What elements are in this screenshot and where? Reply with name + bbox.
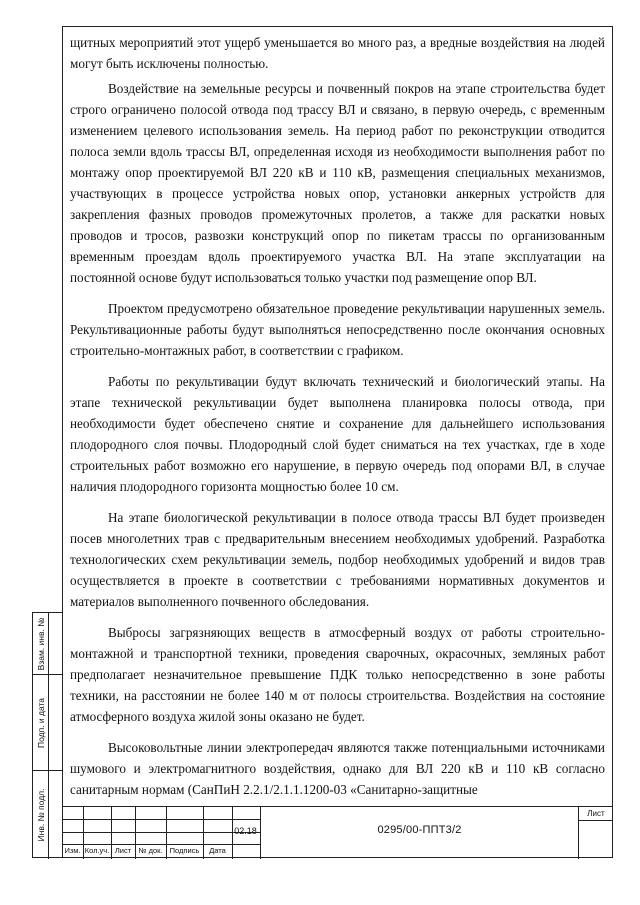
document-body — [70, 32, 605, 810]
margin-cell-signature — [33, 675, 62, 771]
paragraph-land-impact: Воздействие на земельные ресурсы и почвенный покров на этапе строительства будет строго ограничено полосой отвода под трассу ВЛ и связано, в первую очередь, с временным изменением целевого использования земель. На период работ по реконструкции отводится полоса земли вдоль трассы ВЛ, определенная исходя из необходимости выполнения работ по монтажу опор проектируемой ВЛ 220 кВ и 110 кВ, размещения специальных механизмов, участвующих в процессе устройства новых опор, установки анкерных устройств для закрепления фазных проводов промежуточных пролетов, а также для раскатки новых проводов и тросов, развозки конструкций опор по пикетам трассы по организованным временным проездам вдоль проектируемого участка ВЛ. На этапе эксплуатации на постоянной основе будут использоваться только участки под размещение опор ВЛ. — [70, 81, 605, 285]
document-code: 0295/00-ППТ3/2 — [377, 824, 462, 836]
paragraph-air-emissions: Выбросы загрязняющих веществ в атмосферный воздух от работы строительно-монтажной и транспортной техники, проведения сварочных, окрасочных, земляных работ предполагает незначительное превышение ПДК только непосредственно в зоне работы техники, на расстоянии не более 140 м от полосы строительства. Воздействия на состояние атмосферного воздуха жилой зоны оказано не будет. — [70, 625, 605, 724]
paragraph-noise-emf: Высоковольтные линии электропередач являются также потенциальными источниками шумового и электромагнитного воздействия, однако для ВЛ 220 кВ и 110 кВ согласно санитарным нормам (СанПиН 2.2.1/2.1.1.1200-03 «Санитарно-защитные — [70, 740, 605, 797]
title-block-main — [260, 807, 578, 859]
sheet-label: Лист — [587, 809, 605, 818]
col-label-date: Дата — [209, 846, 226, 855]
margin-label-signature: Подп. и дата — [36, 697, 46, 748]
revision-date: 02.18 — [234, 826, 257, 836]
margin-cell-replacement — [33, 613, 62, 675]
col-label-change: Изм. — [64, 846, 81, 855]
paragraph-biological-reclamation: На этапе биологической рекультивации в полосе отвода трассы ВЛ будет произведен посев многолетних трав с предварительным внесением необходимых удобрений. Разработка технологических схем рекультивации земель, подбор необходимых удобрений и видов трав осуществляется в проекте в соответствии с требованиями нормативных документов и материалов выполненного почвенного обследования. — [70, 510, 605, 609]
sheet-number-cell — [578, 807, 613, 859]
margin-label-replacement: Взам. инв. № — [36, 617, 46, 670]
margin-label-inventory: Инв. № подл. — [36, 788, 46, 842]
col-label-signature: Подпись — [169, 846, 200, 855]
title-block — [62, 806, 613, 858]
col-label-sheet: Лист — [114, 846, 132, 855]
col-label-count: Кол.уч. — [84, 846, 110, 855]
margin-cell-inventory — [33, 771, 62, 859]
col-label-doc-no: № док. — [138, 846, 163, 855]
paragraph-reclamation-stages: Работы по рекультивации будут включать технический и биологический этапы. На этапе технической рекультивации будет выполнена планировка полосы отвода, при необходимости будет обеспечено снятие и сохранение для дальнейшего использования плодородного слоя почвы. Плодородный слой будет сниматься на тех участках, где в ходе строительных работ возможно его нарушение, в первую очередь под опорами ВЛ, в случае наличия плодородного горизонта мощностью более 10 см. — [70, 374, 605, 494]
revision-grid — [62, 807, 260, 859]
paragraph-reclamation-plan: Проектом предусмотрено обязательное проведение рекультивации нарушенных земель. Рекультивационные работы будут выполняться непосредственно после окончания основных строительно-монтажных работ, в соответствии с графиком. — [70, 301, 605, 358]
margin-stamp — [32, 612, 62, 858]
paragraph-continuation: щитных мероприятий этот ущерб уменьшается во много раз, а вредные воздействия на людей могут быть исключены полностью. — [70, 35, 605, 71]
